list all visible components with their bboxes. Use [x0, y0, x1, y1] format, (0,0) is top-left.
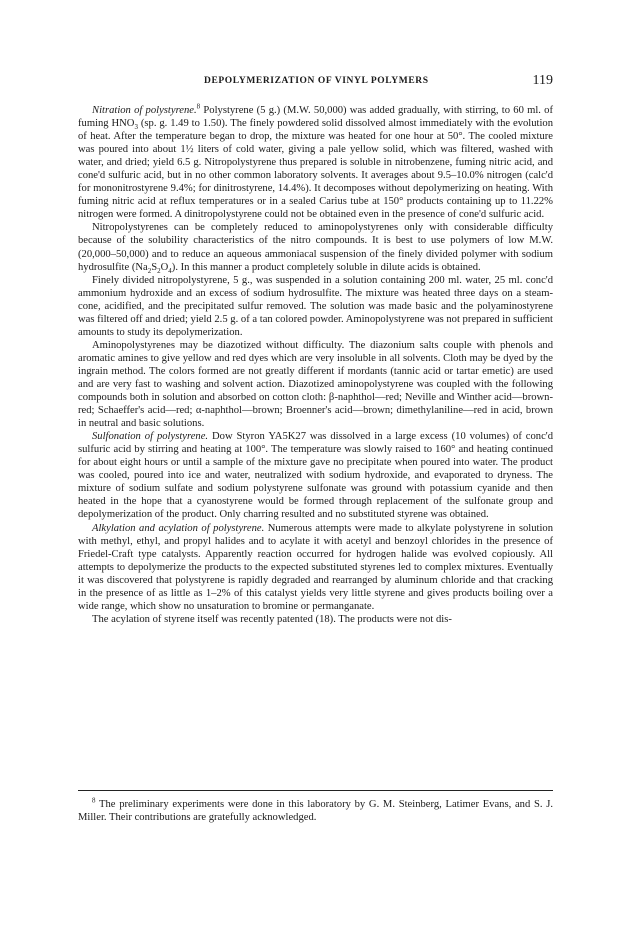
paragraph-acylation	[78, 613, 553, 626]
footnote-text: The preliminary experiments were done in this laboratory by G. M. Steinberg, Latimer Evans, and S. J. Miller. Their contributions are gratefully acknowledged.	[78, 799, 553, 823]
paragraph-text: (sp. g. 1.49 to 1.50). The finely powdered solid dissolved almost immediately with the evolution of heat. After the temperature began to drop, the mixture was heated for one hour at 50°. The cooled mixture was poured into about 1½ liters of cold water, giving a pale yellow solid, which was filtered, washed with water, and dried; yield 6.5 g. Nitropolystyrene thus prepared is soluble in nitrobenzene, fuming nitric acid, and cone'd sulfuric acid, but in no other common laboratory solvents. It averages about 9.5–10.0% nitrogen (calc'd for mononitrostyrene 9.4%; for dinitrostyrene, 14.4%). It decomposes without depolymerizing on heating. With fuming nitric acid at reflux temperatures or in a sealed Carius tube at 150° products containing up to 11.22% nitrogen were formed. A dinitropolystyrene could not be obtained even in the presence of cone'd sulfuric acid.	[78, 118, 554, 221]
paragraph-text: ). In this manner a product completely soluble in dilute acids is obtained.	[171, 261, 481, 273]
subscript: 3	[134, 123, 138, 132]
paragraph-text: Finely divided nitropolystyrene, 5 g., was suspended in a solution containing 200 ml. water, 25 ml. conc'd ammonium hydroxide and an excess of sodium hydrosulfite. The mixture was heated three days on a steam-cone, acidified, and the precipitated sulfur removed. The solution was made basic and the polyaminostyrene was filtered off and dried; yield 2.5 g. of a tan colored powder. Aminopolystyrene was not prepared in sufficient amounts to study its depolymerization.	[78, 274, 553, 338]
subscript: 4	[168, 266, 172, 275]
running-title: DEPOLYMERIZATION OF VINYL POLYMERS	[204, 76, 429, 86]
paragraph-reduction	[78, 221, 553, 273]
section-heading-alkylation: Alkylation and acylation of polystyrene.	[92, 522, 265, 534]
running-head	[78, 73, 553, 92]
paragraph-text: Aminopolystyrenes may be diazotized without difficulty. The diazonium salts couple with phenols and aromatic amines to give yellow and red dyes which are very insoluble in all solvents. Cloth may be dyed by the ingrain method. The colors formed are not greatly different if mordants (tannic acid or tartar emetic) are used and are very fast to washing and solvent action. Diazotized aminopolystyrene was coupled with the following compounds both in solution and absorbed on cotton cloth: β-naphthol—red; Neville and Winther acid—brown-red; Schaeffer's acid—red; α-naphthol—brown; Broenner's acid—brown; dimethylaniline—red in acid, brown in neutral and basic solutions.	[78, 339, 553, 430]
paragraph-nitropolystyrene-procedure	[78, 274, 553, 339]
footnote-marker: 8	[92, 796, 96, 805]
paragraph-text: Nitropolystyrenes can be completely reduced to aminopolystyrenes only with considerable difficulty because of the solubility characteristics of the nitro compounds. It is best to use polymers of low M.W. (20,000–50,000) and to reduce an aqueous ammoniacal suspension of the finely divided polymer with sodium hydrosulfite (Na	[78, 222, 553, 273]
section-heading-nitration: Nitration of polystyrene.	[92, 105, 197, 116]
paragraph-text: Numerous attempts were made to alkylate polystyrene in solution with methyl, ethyl, and propyl halides and to acylate it with acetyl and benzoyl chlorides in the presence of Friedel-Craft type catalysts. Apparently reaction occurred for hydrogen halide was evolved copiously. All attempts to depolymerize the products to the expected substituted styrenes led to complex mixtures. Eventually it was discovered that polystyrene is rapidly degraded and rearranged by aluminum chloride and that cracking in the presence of as little as 1–2% of this catalyst yields very little styrene and gives products boiling over a wide range, which show no unsaturation to bromine or permanganate.	[78, 522, 553, 612]
subscript: 2	[157, 266, 161, 275]
footnote	[78, 798, 553, 824]
subscript: 2	[147, 266, 152, 275]
paragraph-alkylation	[78, 522, 553, 613]
section-heading-sulfonation: Sulfonation of polystyrene.	[92, 431, 209, 443]
body-text	[78, 104, 553, 626]
paragraph-text: S	[151, 261, 158, 273]
footnote-reference: 8	[196, 102, 201, 111]
page-number: 119	[532, 73, 553, 88]
paragraph-text: Dow Styron YA5K27 was dissolved in a large excess (10 volumes) of conc'd sulfuric acid by stirring and heating at 100°. The temperature was slowly raised to 160° and heating continued for about eight hours or until a sample of the mixture gave no precipitate when poured into water. The product was cooled, poured into ice and water, neutralized with sodium hydroxide, and evaporated to dryness. The mixture of sodium sulfate and sodium polystyrene sulfonate was ground with potassium cyanide and then heated in the hope that a cyanostyrene would be formed through replacement of the sulfonate group and depolymerization of the product. Only charring resulted and no substituted styrene was obtained.	[78, 431, 553, 521]
paragraph-text: Polystyrene (5 g.) (M.W. 50,000) was added gradually, with stirring, to 60 ml. of fuming HNO	[78, 105, 553, 130]
footnote-divider	[78, 790, 553, 791]
paragraph-sulfonation	[78, 430, 553, 521]
paragraph-text: O	[160, 261, 169, 273]
paragraph-text: The acylation of styrene itself was recently patented (18). The products were not dis-	[92, 613, 452, 625]
paragraph-diazotization	[78, 339, 553, 430]
paragraph-nitration	[78, 104, 553, 221]
